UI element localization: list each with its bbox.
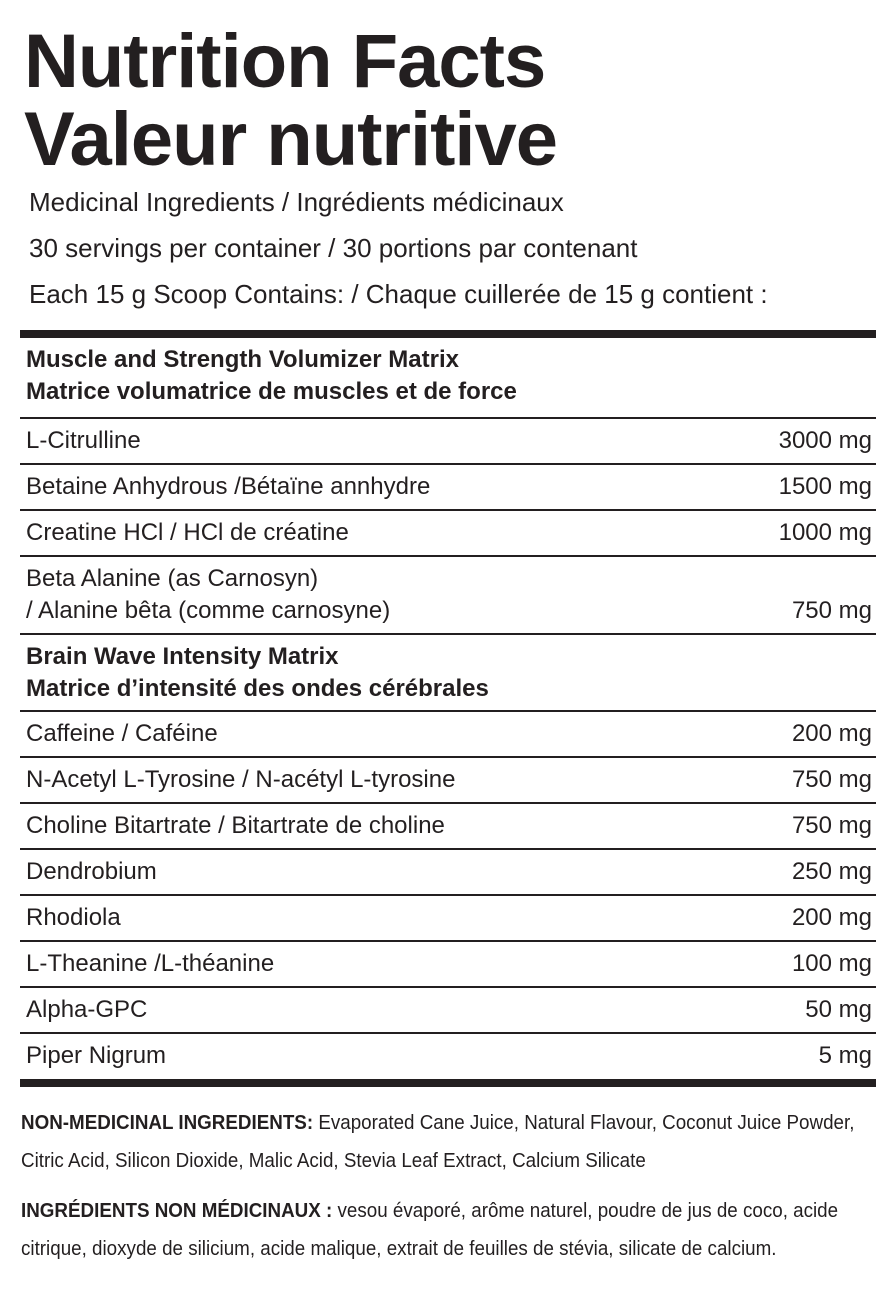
top-thick-rule (20, 330, 876, 338)
ingredients-non-medicinaux (21, 1193, 862, 1268)
ingredient-name: Piper Nigrum (26, 1042, 167, 1069)
ingredient-name: N-Acetyl L-Tyrosine / N-acétyl L-tyrosine (20, 757, 720, 803)
ingredient-name: L-Theanine /L-théanine (20, 941, 720, 987)
table-row (20, 803, 876, 849)
table-row (20, 895, 876, 941)
non-medicinal-label: NON-MEDICINAL INGREDIENTS: (21, 1112, 314, 1134)
table-row (20, 418, 876, 464)
section-header (20, 338, 876, 418)
non-medicinaux-label: INGRÉDIENTS NON MÉDICINAUX : (21, 1200, 333, 1222)
ingredient-name: L-Citrulline (20, 418, 720, 464)
ingredient-name: Rhodiola (20, 895, 720, 941)
ingredient-amount: 1500 mg (720, 464, 876, 510)
ingredient-amount: 750 mg (720, 803, 876, 849)
table-row (20, 711, 876, 757)
non-medicinaux-text: vesou évaporé, arôme naturel, poudre de jus de coco, acide citrique, dioxyde de silicium, acide malique, extrait de feuilles de stévia, silicate de calcium. (21, 1200, 839, 1260)
ingredient-amount: 250 mg (720, 849, 876, 895)
ingredient-amount: 3000 mg (720, 418, 876, 464)
table-row (20, 849, 876, 895)
section-heading-english: Muscle and Strength Volumizer Matrix (26, 346, 459, 373)
ingredient-name-french: / Alanine bêta (comme carnosyne) (26, 597, 391, 624)
title-english: Nutrition Facts (24, 19, 546, 104)
table-row (20, 941, 876, 987)
section-header (20, 634, 876, 711)
section-heading-french: Matrice d’intensité des ondes cérébrales (26, 675, 489, 702)
ingredient-amount: 750 mg (720, 757, 876, 803)
title-french: Valeur nutritive (24, 97, 558, 182)
table-row (20, 987, 876, 1033)
table-row (20, 757, 876, 803)
table-row (20, 1033, 876, 1079)
ingredient-name: Choline Bitartrate / Bitartrate de choline (20, 803, 720, 849)
ingredient-amount: 50 mg (720, 987, 876, 1033)
ingredient-amount: 100 mg (720, 941, 876, 987)
section-heading-english: Brain Wave Intensity Matrix (26, 643, 339, 670)
ingredient-name: Alpha-GPC (20, 987, 720, 1033)
ingredient-name: Dendrobium (20, 849, 720, 895)
ingredient-amount: 200 mg (720, 711, 876, 757)
table-row (20, 556, 876, 634)
ingredient-amount: 750 mg (720, 556, 876, 634)
scoop-line: Each 15 g Scoop Contains: / Chaque cuillerée de 15 g contient : (29, 279, 768, 309)
bottom-thick-rule (20, 1079, 876, 1087)
medicinal-ingredients-line: Medicinal Ingredients / Ingrédients médicinaux (29, 187, 564, 217)
section-heading-french: Matrice volumatrice de muscles et de force (26, 378, 517, 405)
ingredient-name: Creatine HCl / HCl de créatine (20, 510, 720, 556)
ingredient-amount: 1000 mg (720, 510, 876, 556)
ingredient-name: Betaine Anhydrous /Bétaïne annhydre (20, 464, 720, 510)
non-medicinal-text: Evaporated Cane Juice, Natural Flavour, Coconut Juice Powder, Citric Acid, Silicon Dioxide, Malic Acid, Stevia Leaf Extract, Calcium Silicate (21, 1112, 855, 1172)
ingredients-table (20, 338, 876, 1079)
ingredient-amount: 5 mg (818, 1042, 872, 1069)
servings-line: 30 servings per container / 30 portions par contenant (29, 233, 638, 263)
ingredient-name: Beta Alanine (as Carnosyn) (26, 565, 319, 592)
table-row (20, 510, 876, 556)
table-row (20, 464, 876, 510)
ingredient-name: Caffeine / Caféine (20, 711, 720, 757)
ingredient-amount: 200 mg (720, 895, 876, 941)
non-medicinal-ingredients (21, 1105, 862, 1180)
